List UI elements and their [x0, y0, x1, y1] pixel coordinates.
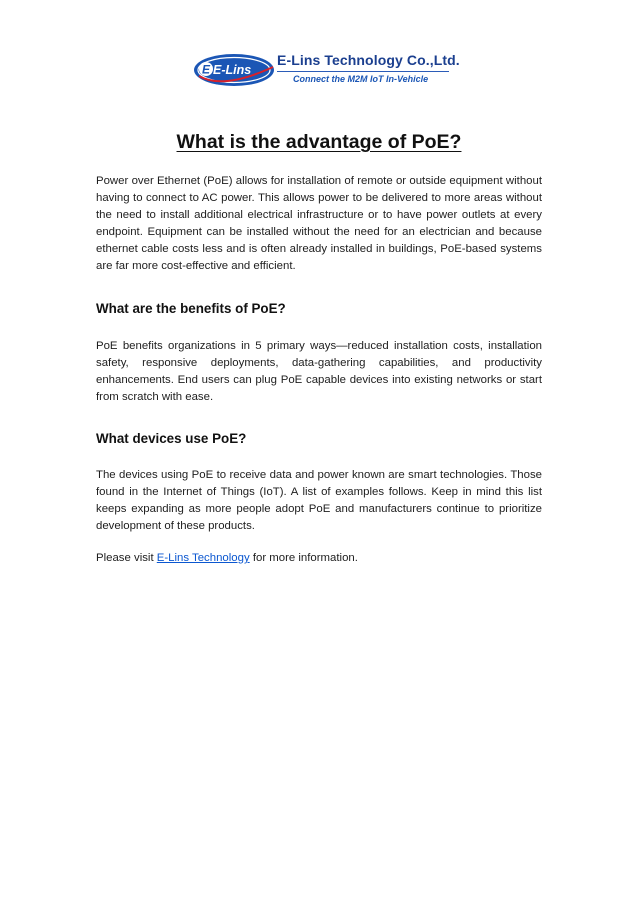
- section-heading-benefits: What are the benefits of PoE?: [96, 301, 286, 316]
- benefits-paragraph: PoE benefits organizations in 5 primary ways—reduced installation costs, installation safety, responsive deployments, data-gathering capabilities, and productivity enhancements. End users can plug PoE capable devices into existing networks or start from scratch with ease.: [96, 340, 542, 403]
- e-lins-logo-icon: [193, 50, 277, 90]
- footer-prefix: Please visit: [96, 552, 157, 564]
- header-divider: [277, 71, 449, 72]
- section-heading-devices: What devices use PoE?: [96, 431, 247, 446]
- svg-text:E: E: [201, 62, 211, 77]
- page-title: What is the advantage of PoE?: [176, 131, 462, 153]
- company-header: [193, 50, 460, 90]
- company-tagline: Connect the M2M IoT In-Vehicle: [293, 74, 429, 84]
- footer-suffix: for more information.: [249, 552, 358, 564]
- e-lins-technology-link[interactable]: E-Lins Technology: [156, 552, 250, 564]
- article-body: [96, 173, 542, 567]
- company-name: E-Lins Technology Co.,Ltd.: [277, 52, 460, 68]
- devices-paragraph: The devices using PoE to receive data and power known are smart technologies. Those found in the Internet of Things (IoT). A list of examples follows. Keep in mind this list keeps expanding as more people adopt PoE and manufacturers continue to prioritize development of these products.: [96, 469, 542, 532]
- footer-paragraph: [96, 550, 542, 567]
- logo-text: E-Lins: [213, 63, 252, 77]
- intro-paragraph: Power over Ethernet (PoE) allows for installation of remote or outside equipment without having to connect to AC power. This allows power to be delivered to more areas without the need to install additional electrical infrastructure or to have power outlets at every endpoint. Equipment can be installed without the need for an electrician and because ethernet cable costs less and is often already installed in buildings, PoE-based systems are far more cost-effective and efficient.: [96, 175, 542, 272]
